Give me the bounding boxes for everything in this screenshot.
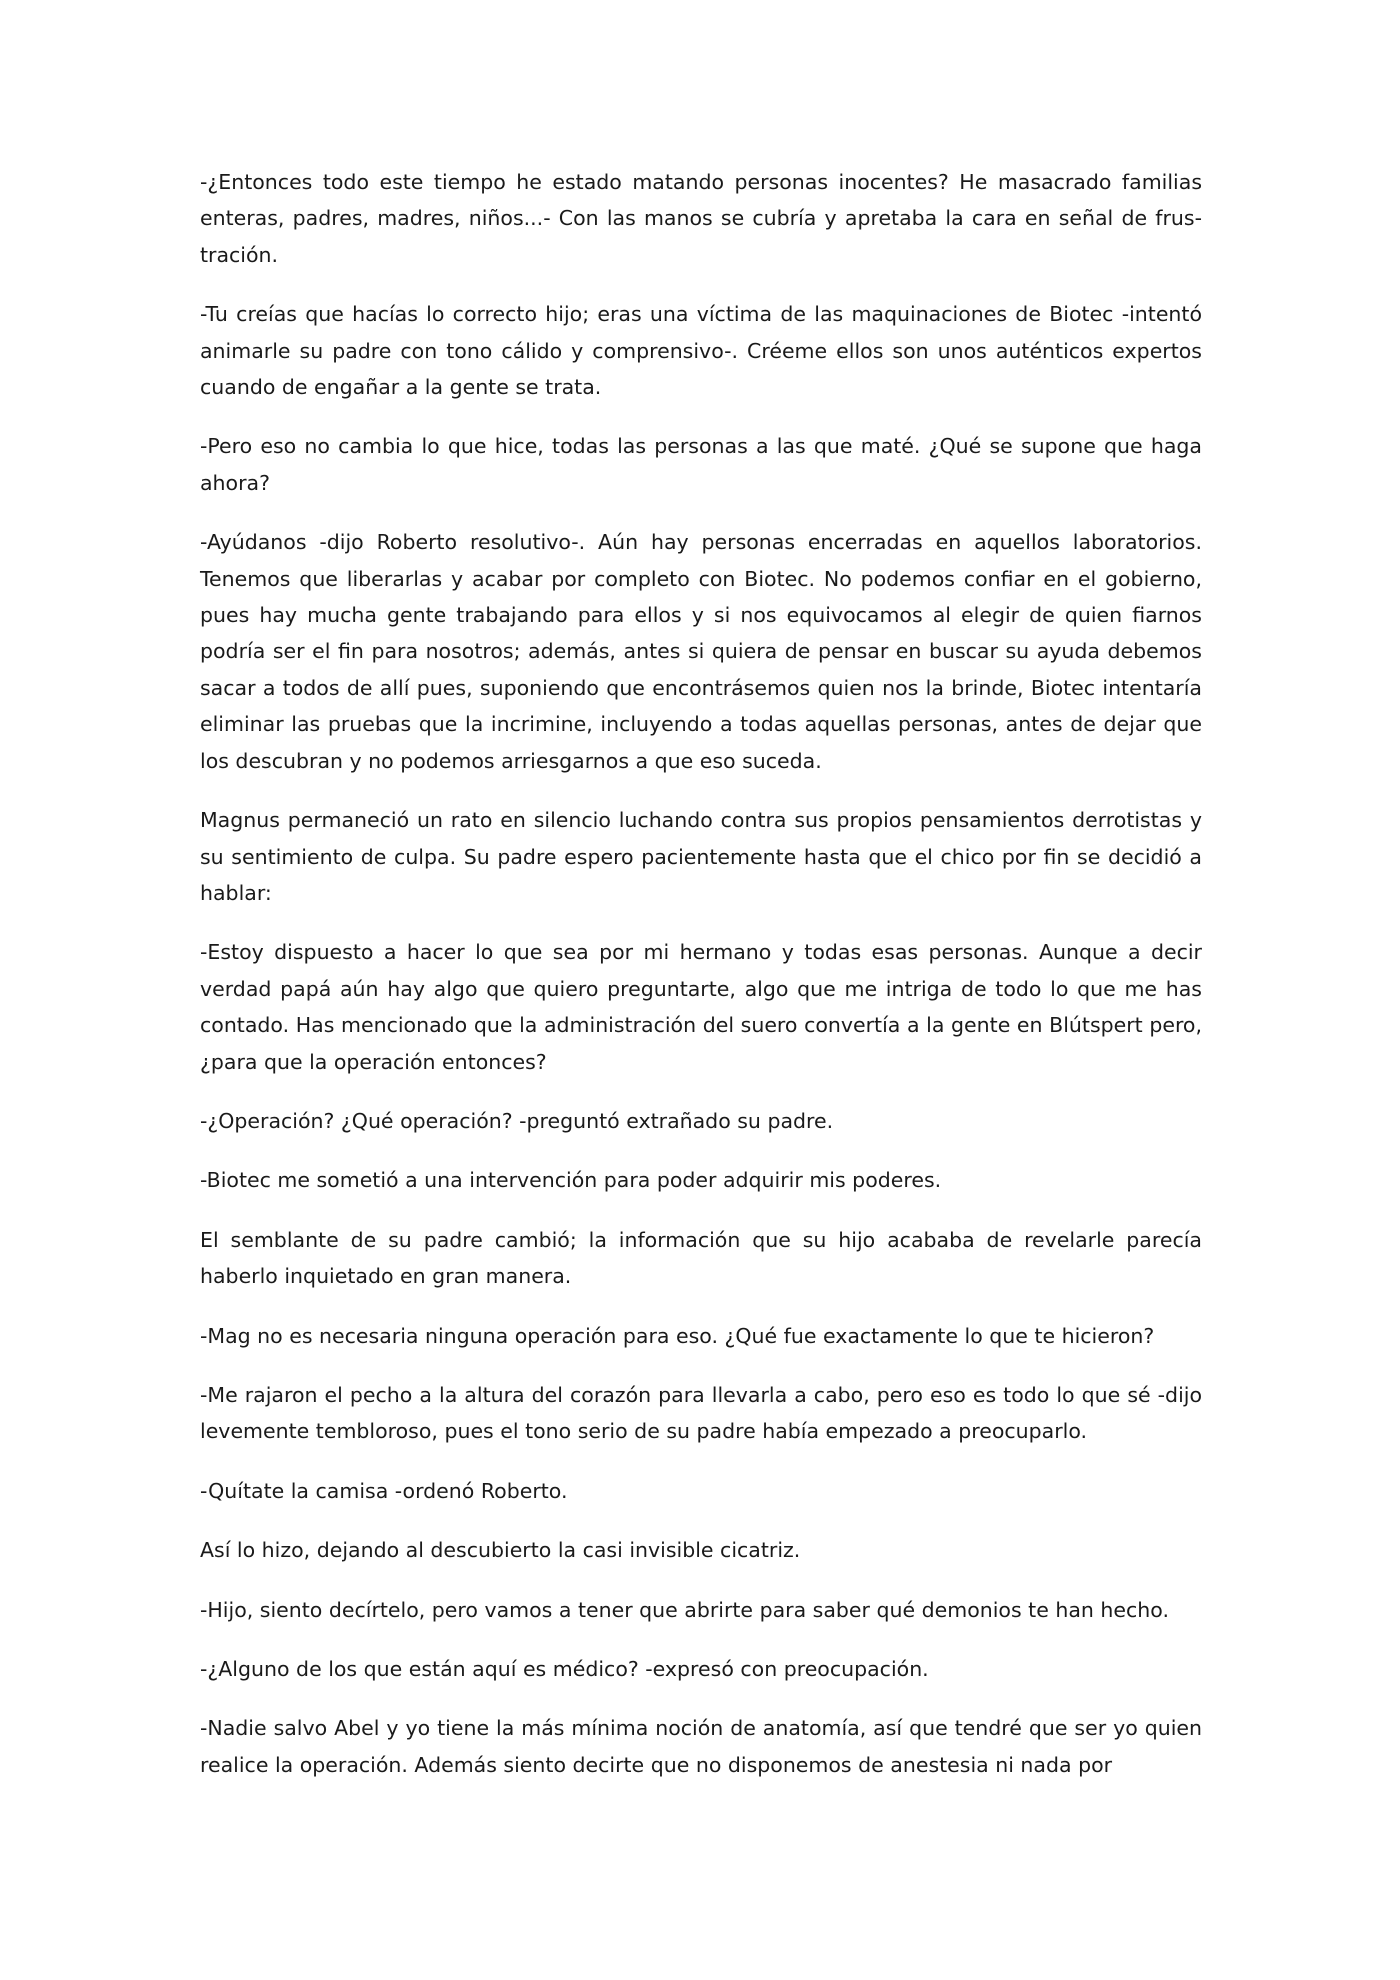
paragraph-16: -Nadie salvo Abel y yo tiene la más mínima noción de anatomía, así que tendré que ser yo quien realice la operación. Además siento decirte que no disponemos de anestesia ni nada por	[200, 1716, 1202, 1777]
paragraph-11: -Me rajaron el pecho a la altura del corazón para llevarla a cabo, pero eso es todo lo que sé -dijo levemente tembloroso, pues el tono serio de su padre había empezado a preocuparlo.	[200, 1382, 1202, 1444]
paragraph-15: -¿Alguno de los que están aquí es médico? -expresó con preocupación.	[200, 1657, 929, 1681]
paragraph-2: -Tu creías que hacías lo correcto hijo; eras una víctima de las maquinaciones de Biotec -intentó animarle su padre con tono cálido y comprensivo-. Créeme ellos son unos auténticos expertos cuando de engañar a la gente se trata.	[200, 302, 1202, 400]
paragraph-10: -Mag no es necesaria ninguna operación para eso. ¿Qué fue exactamente lo que te hicieron?	[200, 1323, 1155, 1348]
paragraph-14: -Hijo, siento decírtelo, pero vamos a tener que abrirte para saber qué demonios te han hecho.	[200, 1597, 1169, 1622]
body-text	[200, 164, 1202, 1783]
paragraph-7: -¿Operación? ¿Qué operación? -preguntó extrañado su padre.	[200, 1108, 834, 1133]
paragraph-12: -Quítate la camisa -ordenó Roberto.	[200, 1478, 568, 1503]
paragraph-4: -Ayúdanos -dijo Roberto resolutivo-. Aún hay personas encerradas en aquellos laboratorios. Tenemos que liberarlas y acabar por completo con Biotec. No podemos confiar en el gobierno, pues hay mucha gente trabajando para ellos y si nos equivocamos al elegir de quien fiarnos podría ser el fin para nosotros; además, antes si quiera de pensar en buscar su ayuda debemos sacar a todos de allí pues, suponiendo que encontrásemos quien nos la brinde, Biotec intentaría eliminar las pruebas que la incrimine, incluyendo a todas aquellas personas, antes de dejar que los descubran y no podemos arriesgarnos a que eso suceda.	[200, 530, 1202, 773]
paragraph-5: Magnus permaneció un rato en silencio luchando contra sus propios pensamientos derrotistas y su sentimiento de culpa. Su padre espero pacientemente hasta que el chico por fin se decidió a hablar:	[200, 808, 1202, 905]
paragraph-3: -Pero eso no cambia lo que hice, todas las personas a las que maté. ¿Qué se supone que haga ahora?	[200, 434, 1202, 495]
paragraph-8: -Biotec me sometió a una intervención para poder adquirir mis poderes.	[200, 1168, 942, 1193]
paragraph-9: El semblante de su padre cambió; la información que su hijo acababa de revelarle parecía haberlo inquietado en gran manera.	[200, 1227, 1202, 1289]
paragraph-6: -Estoy dispuesto a hacer lo que sea por mi hermano y todas esas personas. Aunque a decir verdad papá aún hay algo que quiero preguntarte, algo que me intriga de todo lo que me has contado. Has mencionado que la administración del suero convertía a la gente en Blútspert pero, ¿para que la operación entonces?	[200, 940, 1202, 1074]
paragraph-1: -¿Entonces todo este tiempo he estado matando personas inocentes? He masacrado familias enteras, padres, madres, niños...- Con las manos se cubría y apretaba la cara en señal de frustración.	[200, 170, 1202, 267]
paragraph-13: Así lo hizo, dejando al descubierto la casi invisible cicatriz.	[200, 1538, 801, 1563]
